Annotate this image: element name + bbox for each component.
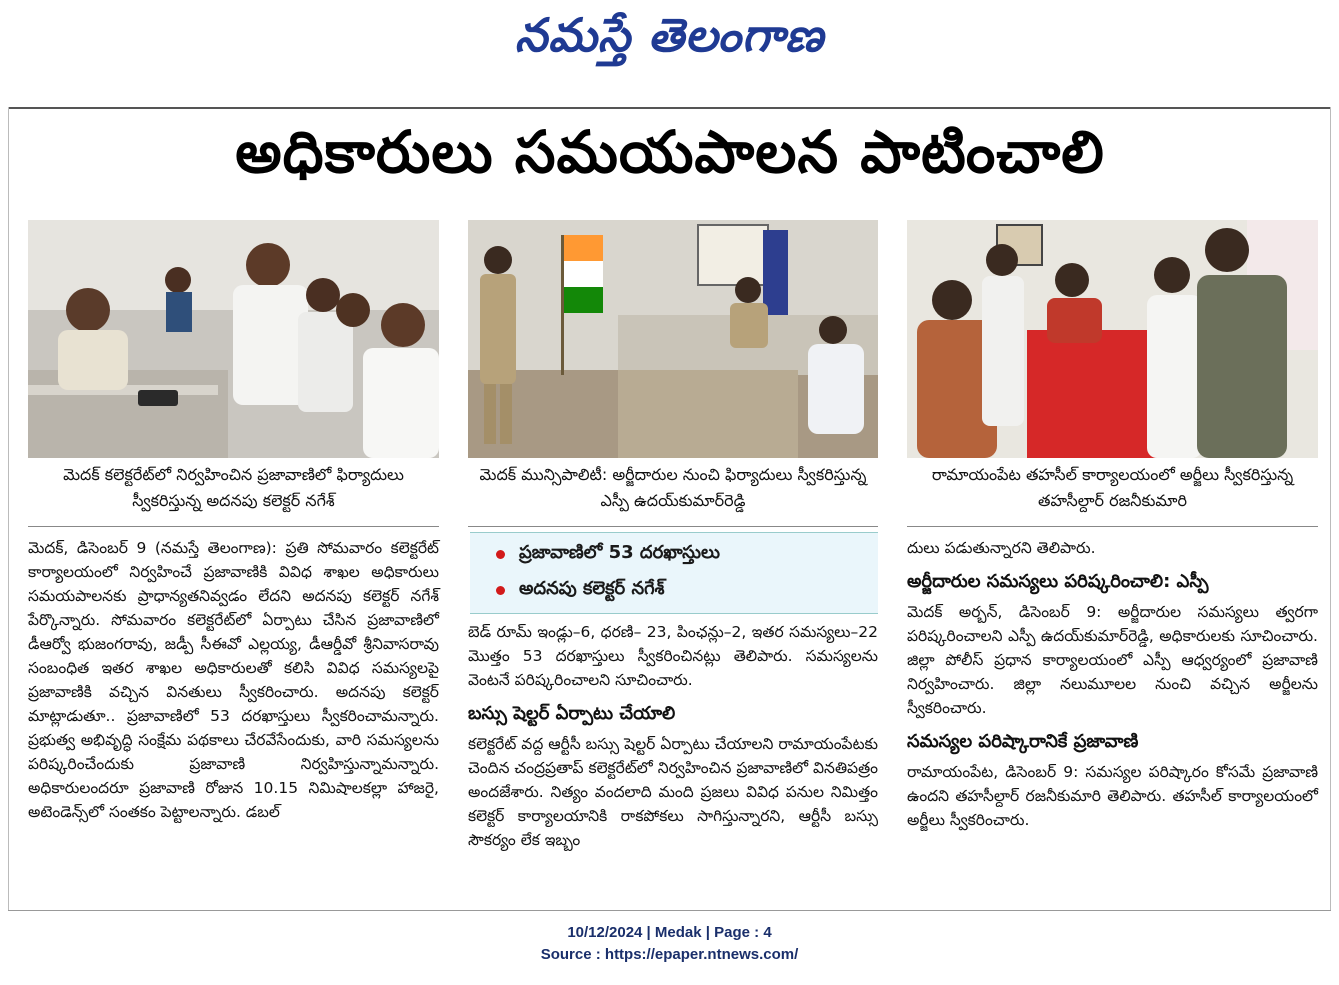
footer-rule (8, 910, 1331, 911)
article-body: కలెక్టరేట్ వద్ద ఆర్టీసీ బస్సు షెల్టర్ ఏర్పాటు చేయాలని రామాయంపేటకు చెందిన చంద్రప్రతాప్ కలెక్టరేట్‌లో నిర్వహించిన ప్రజావాణిలో వినతిపత్రం అందజేశారు. నిత్యం వందలాది మంది ప్రజలు వివిధ పనుల నిమిత్తం కలెక్టర్ కార్యాలయానికి రాకపోకలు సాగిస్తున్నారని, ఆర్టీసీ బస్సు సౌకర్యం లేక ఇబ్బం (468, 735, 878, 849)
article-body: దులు పడుతున్నారని తెలిపారు. (907, 539, 1096, 557)
caption-divider (907, 526, 1318, 527)
bullet-icon (496, 586, 505, 595)
highlight-text: ప్రజావాణిలో 53 దరఖాస్తులు (519, 541, 720, 563)
article-body: మెదక్, డిసెంబర్ 9 (నమస్తే తెలంగాణ): ప్రతి సోమవారం కలెక్టరేట్ కార్యాలయంలో నిర్వహించే ప్రజావాణికి వివిధ శాఖల అధికారులు సమయపాలనకు ప్రాధాన్యతనివ్వడం లేదని అదనపు కలెక్టర్ నగేశ్ పేర్కొన్నారు. సోమవారం కలెక్టరేట్‌లో ఏర్పాటు చేసిన ప్రజావాణిలో డీఆర్వో భుజంగరావు, జడ్పీ సీఈవో ఎల్లయ్య, డీఆర్డీవో శ్రీనివాసరావు సంబంధిత ఇతర శాఖల అధికారులతో కలిసి వివిధ సమస్యలపై ప్రజావాణికి వచ్చిన వినతులు స్వీకరించారు. అదనపు కలెక్టర్ మాట్లాడుతూ.. ప్రజావాణిలో 53 దరఖాస్తులు స్వీకరించామన్నారు. ప్రభుత్వ అభివృద్ధి సంక్షేమ పథకాలు చేరవేసేందుకు, వారి సమస్యలను పరిష్కరించేందుకు ప్రజావాణి నిర్వహిస్తున్నామన్నారు. అధికారులందరూ ప్రజావాణి రోజున 10.15 నిమిషాలకల్లా హాజరై, అటెండెన్స్‌లో సంతకం పెట్టాలన్నారు. డబల్ (28, 539, 439, 821)
subheading: అర్జీదారుల సమస్యలు పరిష్కరించాలి: ఎస్పీ (907, 571, 1209, 592)
highlight-item (496, 539, 878, 569)
caption-divider (468, 526, 878, 527)
photo-collectorate (28, 220, 439, 458)
photo-caption-sp-office: మెదక్ మున్సిపాలిటీ: అర్జీదారుల నుంచి ఫిర్యాదులు స్వీకరిస్తున్న ఎస్పీ ఉదయ్‌కుమార్‌రెడ్డి (479, 465, 867, 510)
masthead-logo: నమస్తే తెలంగాణ (514, 8, 825, 62)
footer-source-link[interactable]: Source : https://epaper.ntnews.com/ (540, 946, 799, 963)
caption-divider (28, 526, 439, 527)
headline: అధికారులు సమయపాలన పాటించాలి (235, 118, 1105, 186)
header-rule (8, 107, 1331, 109)
article-column-3 (907, 536, 1318, 832)
article-body: రామాయంపేట, డిసెంబర్ 9: సమస్యల పరిష్కారం కోసమే ప్రజావాణి ఉందని తహసీల్దార్ రజనీకుమారి తెలిపారు. తహసీల్ కార్యాలయంలో అర్జీలు స్వీకరించారు. (907, 763, 1318, 829)
left-border (8, 107, 9, 911)
article-body: మెదక్ అర్బన్, డిసెంబర్ 9: అర్జీదారుల సమస్యలు త్వరగా పరిష్కరించాలని ఎస్పీ ఉదయ్‌కుమార్‌రెడ్డి, అధికారులకు సూచించారు. జిల్లా పోలీస్ ప్రధాన కార్యాలయంలో ఎస్పీ ఆధ్వర్యంలో ప్రజావాణి నిర్వహించారు. జిల్లా నలుమూలల నుంచి వచ్చిన అర్జీలను స్వీకరించారు. (907, 603, 1318, 717)
subheading: బస్సు షెల్టర్ ఏర్పాటు చేయాలి (468, 703, 676, 724)
photo-tahsil-office (907, 220, 1318, 458)
article-column-1 (28, 536, 439, 824)
subheading: సమస్యల పరిష్కారానికే ప్రజావాణి (907, 731, 1139, 752)
article-body: బెడ్ రూమ్ ఇండ్లు–6, ధరణి– 23, పింఛన్లు–2, ఇతర సమస్యలు–22 మొత్తం 53 దరఖాస్తులు స్వీకరించినట్లు తెలిపారు. సమస్యలను వెంటనే పరిష్కరించాలని సూచించారు. (468, 623, 878, 689)
highlight-text: అదనపు కలెక్టర్ నగేశ్ (519, 577, 665, 599)
article-column-2 (468, 620, 878, 852)
photo-caption-collectorate: మెదక్ కలెక్టరేట్‌లో నిర్వహించిన ప్రజావాణిలో ఫిర్యాదులు స్వీకరిస్తున్న అదనపు కలెక్టర్ నగేశ్ (63, 465, 404, 510)
photo-caption-tahsil-office: రామాయంపేట తహసీల్ కార్యాలయంలో అర్జీలు స్వీకరిస్తున్న తహసీల్దార్ రజనీకుమారి (931, 465, 1294, 510)
highlight-box (470, 532, 878, 614)
bullet-icon (496, 550, 505, 559)
footer-date-page: 10/12/2024 | Medak | Page : 4 (567, 924, 772, 941)
right-border (1330, 107, 1331, 911)
photo-sp-office (468, 220, 878, 458)
highlight-item (496, 575, 878, 605)
